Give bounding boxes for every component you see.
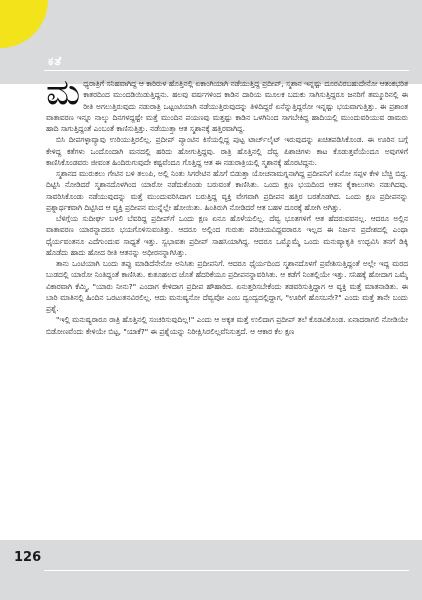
header-rule [44,70,409,71]
drop-cap: ಮ [46,78,81,113]
article-paragraph-5: ತಾನು ಒಂಟಿಯಾಗಿ ಬಂದು ತಪ್ಪು ಮಾಡಿದೆನೇನೋ ಅನಿಸಿತು ಪ್ರದೀಪನಿಗೆ. ಆದರೂ ಧೈರ್ಯದಿಂದ ಸ್ಮಶಾನದೊಳಗೆ ಪ್ರವೇಶಿಸುತ್ತಿದ್ದಂತೆ ಅಲ್ಲೇ ಇದ್ದ ಮರದ ಬುಡದಲ್ಲಿ ಯಾರೋ ನಿಂತಿದ್ದಂತೆ ಕಾಣಿಸಿತು. ಕುತೂಹಲದ ಜೊತೆ ಹೆದರಿಕೆಯೂ ಪ್ರದೀಪನನ್ನಾವರಿಸಿತು. ಆ ಕಡೆಗೆ ನಿಂತಲ್ಲಿಯೇ ಇತ್ತು. ಸನಿಹಕ್ಕೆ ಹೋದಾಗ ಒಮ್ಮೆ ವಿಕಾರವಾಗಿ ಕೆಮ್ಮಿ, "ಯಾರು ನೀನು?" ಎಂದಾಗ ಕೇಳಿದಾಗ ಪ್ರದೀಪ ಹೌಹಾರಿದ. ಏನುತ್ತರಿಸಬೇಕೆಂದು ತಡವರಿಸುತ್ತಿದ್ದಾಗ ಆ ವ್ಯಕ್ತಿ ಮತ್ತೆ ಮಾತನಾಡಿತು. ಈ ಬಾರಿ ಮಾತಿನಲ್ಲಿ ಹಿಂದಿನ ಒರಟುತನವಿರಲಿಲ್ಲ. ಆದು ಮನುಷ್ಯನೋ ದೆವ್ವವೋ ಎಂಬ ದ್ವಂದ್ವದಲ್ಲಿದ್ದಾಗ, "ಊರಿಗೆ ಹೊಸಬನೇ?" ಎಂದು ಮತ್ತೆ ತಾನೇ ಬಂದು ಪ್ರಶ್ನೆ. [46,259,408,313]
header-band [0,0,422,84]
article-paragraph-6: "ಇಲ್ಲಿ ಮನುಷ್ಯರಾರೂ ರಾತ್ರಿ ಹೊತ್ತಿನಲ್ಲಿ ಸಂಚರಿಸುವುದಿಲ್ಲ!" ಎಂದು ಆ ಅಕ್ಕತ ಮತ್ತೆ ಉಲಿದಾಗ ಪ್ರದೀಪ್ ತಲೆ ಕೊಡವಿಕೊಂಡ. ಏನಾದರಾಗಲಿ ನೋಡಿಯೇ ಬಿಡೋಣವೆಂದು ಕೇಳಿಯೇ ಬಿಟ್ಟ, "ಯಾಕೆ?" ಈ ಪ್ರಶ್ನೆಯನ್ನು ನಿರೀಕ್ಷಿಸಿರಲಿಲ್ಲವೆನಿಸುತ್ತದೆ. ಆ ಆಕಾರ ಕೆಲ ಕ್ಷಣ [46,315,408,336]
page-number: 126 [14,550,42,565]
paragraph-text: ಧ್ಯರಾತ್ರಿಗೆ ಸನಿಹವಾಗಿದ್ದ ಆ ಕಾರಿರುಳ ಹೊತ್ತಿನಲ್ಲಿ ಏಕಾಂಗಿಯಾಗಿ ನಡೆಯುತ್ತಿದ್ದ ಪ್ರದೀಪ್, ಸ್ಮಶಾನ ಇನ್ನಷ್ಟು ದೂರವಿರಬಹುದೇನೋ ಆತಂಕಭರಿತ ಕಾತರದಿಂದ ಮುಂದಡಿಯಿಡುತ್ತಿದ್ದನು. ಹಲವು ವರ್ಷಗಳಿಂದ ಕಾಡಿನ ದಾರಿಯ ಮೂಲಕ ಬದುಕು ಸಾಗಿಸುತ್ತಿದ್ದರೂ ಜನರಿಗೆ ತಮ್ಮೂರಿನಲ್ಲಿ ಈ ರೀತಿ ಅಗಲುತ್ತಿರುವುದು ನಡುರಾತ್ರಿ ಒಟ್ಟಂಟಿಯಾಗಿ ನಡೆಯುತ್ತಿರುವುದನ್ನು ತಿಳಿದಿದ್ದರೆ ಏನೆನ್ನುತ್ತಿದ್ದರೋ ಇನ್ನಷ್ಟು ಭಯವಾಗುತ್ತಿತ್ತು. ಈ ಪ್ರಶಾಂತ ವಾತಾವರಣ ಇನ್ನೂ ನಾಲ್ಕು ದಿನಗಳದ್ದಷ್ಟೇ ಮತ್ತೆ ಮುಂದಿನ ಪಯಣವು ಮತ್ತಷ್ಟು ಕಾಡಿನ ಒಳಗಿನಿಂದ ಸಾಗಬೇಕಿದ್ದ ಹಾದಿಯಲ್ಲಿ ಮುಂದುವರಿಯುವ ಡಾಮರು ಹಾದಿ ಸಾಗುತ್ತಿದ್ದಂತೆ ಎಂಬಂತೆ ಕಾಣಿಸುತ್ತಿತ್ತು. ನಡೆಯುತ್ತಾ ಆತ ಸ್ಮಶಾನಕ್ಕೆ ಹತ್ತಿರವಾಗಿದ್ದ. [46,79,408,133]
article-paragraph-1 [46,78,408,134]
section-label: ಕತೆ [48,54,63,68]
article-paragraph-3: ಸ್ಮಶಾನದ ಮುರುಕಲು ಗೇಟಿನ ಬಳಿ ತಲುಪಿ, ಅಲ್ಲಿ ನಿಂತು ಸಿಗರೇಟಿನ ಹೊಗೆ ಬಿಡುತ್ತಾ ಯೋಚನಾಮಗ್ನನಾಗಿದ್ದ ಪ್ರದೀಪನಿಗೆ ಏನೋ ಸಪ್ಪಳ ಕೇಳಿ ಬೆಚ್ಚಿ ಬಿದ್ದ. ದಿಟ್ಟಿಸಿ ನೋಡಿದರೆ ಸ್ಮಶಾನದೊಳಗಿಂದ ಯಾರೋ ನಡೆದುಕೊಂಡು ಬರುವಂತೆ ಕಾಣಿಸಿತು. ಒಂದು ಕ್ಷಣ ಭಯದಿಂದ ಆತನ ಕೈಕಾಲುಗಳು ನಡುಗಿದವು. ಸಾವರಿಸಿಕೊಂಡು ನಡೆಯುವುದನ್ನು ಮತ್ತೆ ಮುಂದುವರಿಸಿದಾಗ ಬರುತ್ತಿದ್ದ ವ್ಯಕ್ತಿ ವೇಗವಾಗಿ ಪ್ರದೀಪನ ಹತ್ತಿರ ಬರತೊಡಗಿದ. ಒಂದು ಕ್ಷಣ ಪ್ರದೀಪನನ್ನು ಪ್ರಶ್ನಾರ್ಥಕವಾಗಿ ದಿಟ್ಟಿಸಿದ ಆ ವ್ಯಕ್ತಿ ಪ್ರದೀಪನ ಮುನ್ನೆಲ್ಲೇ ಹೋಯಿತು. ಹಿಂತಿರುಗಿ ನೋಡಿದರೆ ಆತ ಬಹಳ ದೂರಕ್ಕೆ ಹೋಗಿ ಅಗಿತ್ತು. [46,169,408,212]
footer-rule [44,570,409,571]
article-body [46,78,408,530]
article-paragraph-4: ಬೆಳಿಗ್ಗೆಯ ಸುದೀರ್ಘ ಬಳಲಿ ಬೆವರಿದ್ದ ಪ್ರದೀಪ್‌ಗೆ ಒಂದು ಕ್ಷಣ ಏನೂ ಹೊಳೆಯಲಿಲ್ಲ. ದೆವ್ವ ಭೂತಗಳಿಗೆ ಆತ ಹೆದರುವವನಲ್ಲ. ಆದರೂ ಅಲ್ಲಿನ ವಾತಾವರಣ ಯಾರನ್ನಾದರೂ ಭಯಗೊಳಿಸುವಂತಿತ್ತು. ಆದರೂ ಅಲ್ಲಿಂದ ಗುರುತು ಪರಿಚಯವಿದ್ದವರಾರೂ ಇಲ್ಲದ ಈ ನಿರ್ಜನ ಪ್ರದೇಶದಲ್ಲಿ ಎಂಥಾ ಧೈರ್ಯವಂತನೂ ಎದೆಗುಂದುವ ಸಾಧ್ಯತೆ ಇತ್ತು. ಸ್ವಭಾವತಃ ಪ್ರದೀಪ್ ಸಾಹಸಿಯಾಗಿದ್ದ. ಆದರೂ ಒಮ್ಮೊಮ್ಮೆ ಒಂದು ಮನುಷ್ಯಾಕೃತಿ ಉದ್ಭವಿಸಿ ತನಗೆ ಡಿಕ್ಕಿ ಹೊಡೆದು ಹಾದು ಹೋದ ರೀತಿ ಆತನನ್ನು ಅಧೀರನನ್ನಾಗಿಸಿತ್ತು. [46,214,408,257]
article-paragraph-2: ಬಿಸಿ ದೀಪಗಳ್ಳಾವ್ಯಾವು ಉರಿಯುತ್ತಿರಲಿಲ್ಲ. ಪ್ರದೀಪ್ ಪ್ಯಾಂಟಿನ ಕಿಸೆಯಲ್ಲಿದ್ದ ಪುಟ್ಟ ಟಾರ್ಚ್‌ಲೈಟ್ ಇರುವುದನ್ನು ಖಚಿತಪಡಿಸಿಕೊಂಡ. ಈ ಊರಿನ ಬಗ್ಗೆ ಕೇಳಿದ್ದ ಕತೆಗಳು ಒಂದೊಂದಾಗಿ ಮನದಲ್ಲಿ ಹರಿದು ಹೋಗುತ್ತಿದ್ದವು. ರಾತ್ರಿ ಹೊತ್ತಿನಲ್ಲಿ ದೆವ್ವ ಪಿಶಾಚಿಗಳು ಕಾಟ ಕೊಡುತ್ತವೆಯೆಂದೂ ಅವುಗಳಿಗೆ ಕಾಣಿಸಿಕೊಂಡವರು ಜೀವಂತ ಹಿಂದಿರುಗುವುದೇ ಕಷ್ಟವೆಂದೂ ಗೊತ್ತಿದ್ದ ಆತ ಈ ನಡುರಾತ್ರಿಯಲ್ಲಿ ಸ್ಮಶಾನಕ್ಕೆ ಹೊರಟಿದ್ದನು. [46,135,408,167]
